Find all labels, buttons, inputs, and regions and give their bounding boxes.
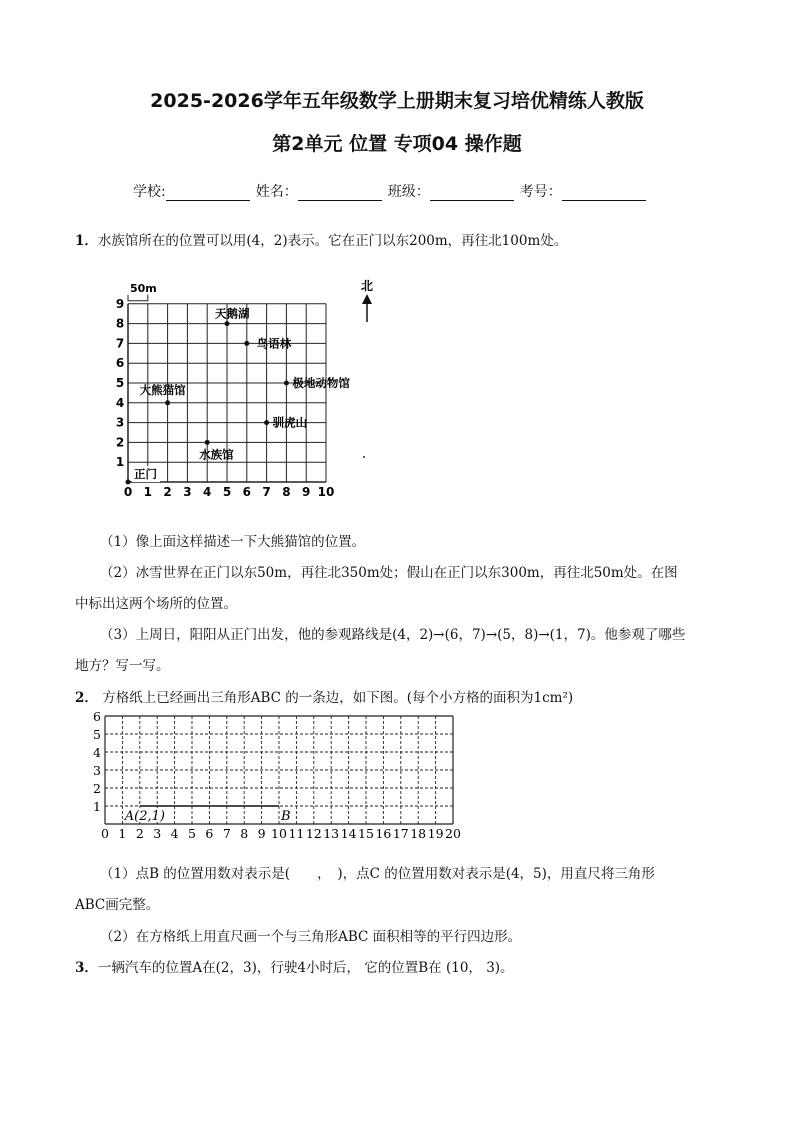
q2-x-tick: 0 <box>101 826 109 841</box>
map-x-tick: 3 <box>183 485 192 499</box>
north-arrow-head <box>362 294 372 304</box>
map-x-tick: 8 <box>282 485 291 499</box>
q2-x-tick: 7 <box>222 826 231 841</box>
map-place-dot <box>244 341 249 346</box>
q2-x-tick: 16 <box>375 826 392 841</box>
map-y-tick: 4 <box>115 395 125 410</box>
map-place-dot <box>126 480 131 485</box>
student-info-row <box>133 181 652 201</box>
map-y-tick: 2 <box>115 435 125 450</box>
q2-x-tick: 1 <box>118 826 127 841</box>
q2-x-tick: 4 <box>170 826 179 841</box>
q2-grid <box>88 712 468 852</box>
q2-sub1-line1: （1）点B 的位置用数对表示是( ， )，点C 的位置用数对表示是(4，5)，用直尺将三角形 <box>100 866 655 882</box>
map-x-tick: 1 <box>143 485 152 499</box>
map-y-tick: 3 <box>115 415 125 430</box>
q2-x-tick: 6 <box>205 826 214 841</box>
q1-sub3-line2: 地方？写一写。 <box>75 658 170 674</box>
q2-x-tick: 13 <box>323 826 340 841</box>
q1-sub1: （1）像上面这样描述一下大熊猫馆的位置。 <box>100 534 366 550</box>
map-y-tick: 9 <box>115 296 125 311</box>
map-place-label: 鸟语林 <box>256 336 292 351</box>
map-x-tick: 5 <box>222 485 232 499</box>
scale-bracket <box>128 295 148 301</box>
q2-y-tick: 2 <box>93 781 101 796</box>
q2-y-tick: 4 <box>93 745 101 760</box>
q2-y-tick: 6 <box>93 712 101 724</box>
map-place-dot <box>165 400 170 405</box>
q2-x-tick: 5 <box>188 826 196 841</box>
map-place-label: 大熊猫馆 <box>139 382 186 397</box>
q1-text: 水族馆所在的位置可以用(4，2)表示。它在正门以东200m，再往北100m处。 <box>97 233 568 249</box>
q2-x-tick: 15 <box>358 826 374 841</box>
q2-stem <box>75 686 573 706</box>
map-x-tick: 2 <box>163 485 172 499</box>
q2-x-tick: 9 <box>257 826 266 841</box>
map-y-tick: 1 <box>115 455 125 470</box>
school-blank[interactable] <box>166 186 250 201</box>
q3-number: 3． <box>75 960 98 976</box>
q1-stem <box>75 229 567 249</box>
map-x-tick: 4 <box>203 485 212 499</box>
map-y-tick: 8 <box>115 316 125 331</box>
q2-sub1-line2: ABC画完整。 <box>75 897 160 913</box>
q2-x-tick: 2 <box>135 826 144 841</box>
map-x-tick: 7 <box>262 485 271 499</box>
map-y-tick: 7 <box>115 336 125 351</box>
north-label: 北 <box>360 279 374 293</box>
exam-no-blank[interactable] <box>562 186 646 201</box>
q2-x-tick: 3 <box>153 826 162 841</box>
map-place-label: 正门 <box>134 467 157 481</box>
name-blank[interactable] <box>298 186 382 201</box>
page-title: 2025-2026学年五年级数学上册期末复习培优精练人教版 <box>150 90 644 112</box>
q2-grid-lines <box>93 712 461 841</box>
q2-number: 2． <box>75 690 98 706</box>
point-a-label: A(2,1) <box>124 809 166 824</box>
class-label: 班级： <box>387 184 430 200</box>
q2-x-tick: 17 <box>392 826 409 841</box>
map-place-dot <box>225 321 230 326</box>
map-x-tick: 9 <box>302 485 311 499</box>
q3-stem <box>75 956 514 976</box>
map-y-tick: 5 <box>115 376 125 390</box>
class-blank[interactable] <box>430 186 514 201</box>
q2-x-tick: 10 <box>271 826 287 841</box>
q2-x-tick: 14 <box>340 826 357 841</box>
q2-x-tick: 19 <box>427 826 444 841</box>
map-place-dot <box>284 381 289 386</box>
school-label: 学校: <box>133 184 166 200</box>
q2-x-tick: 12 <box>305 826 322 841</box>
q2-sub2: （2）在方格纸上用直尺画一个与三角形ABC 面积相等的平行四边形。 <box>100 929 522 945</box>
q1-number: 1． <box>75 233 98 249</box>
q1-sub2-line2: 中标出这两个场所的位置。 <box>75 596 237 612</box>
q2-x-tick: 18 <box>410 826 427 841</box>
map-place-dot <box>264 420 269 425</box>
page-subtitle: 第2单元 位置 专项04 操作题 <box>272 133 522 155</box>
map-place-label: 驯虎山 <box>272 415 308 430</box>
q1-sub3-line1: （3）上周日，阳阳从正门出发，他的参观路线是(4，2)→(6，7)→(5，8)→(1，7)。他参观了哪些 <box>100 627 686 643</box>
map-place-label: 极地动物馆 <box>292 376 350 390</box>
q2-y-tick: 3 <box>93 763 101 778</box>
q1-sub2-line1: （2）冰雪世界在正门以东50m，再往北350m处；假山在正门以东300m，再往北50m处。在图 <box>100 565 678 581</box>
map-x-tick: 6 <box>242 485 251 499</box>
scale-label: 50m <box>130 281 157 295</box>
map-place-label: 天鹅湖 <box>215 306 250 321</box>
name-label: 姓名： <box>255 184 298 200</box>
map-place-label: 水族馆 <box>199 447 234 462</box>
q2-text: 方格纸上已经画出三角形ABC 的一条边，如下图。(每个小方格的面积为1cm²) <box>97 690 574 706</box>
map-grid <box>116 282 351 499</box>
q1-map <box>110 270 390 505</box>
map-x-tick: 0 <box>123 485 133 499</box>
north-arrow <box>361 279 373 322</box>
stray-dot <box>363 456 365 458</box>
map-place-dot <box>205 440 210 445</box>
point-b-label: B <box>281 809 291 824</box>
q3-text: 一辆汽车的位置A在(2，3)，行驶4小时后， 它的位置B在 (10， 3)。 <box>97 960 514 976</box>
q2-x-tick: 8 <box>240 826 249 841</box>
exam-no-label: 考号： <box>519 184 562 200</box>
q2-x-tick: 11 <box>288 826 305 841</box>
map-x-tick: 10 <box>317 485 335 499</box>
q2-y-tick: 5 <box>93 727 101 742</box>
map-y-tick: 6 <box>115 356 125 371</box>
q2-x-tick: 20 <box>445 826 461 841</box>
q2-y-tick: 1 <box>93 799 101 814</box>
